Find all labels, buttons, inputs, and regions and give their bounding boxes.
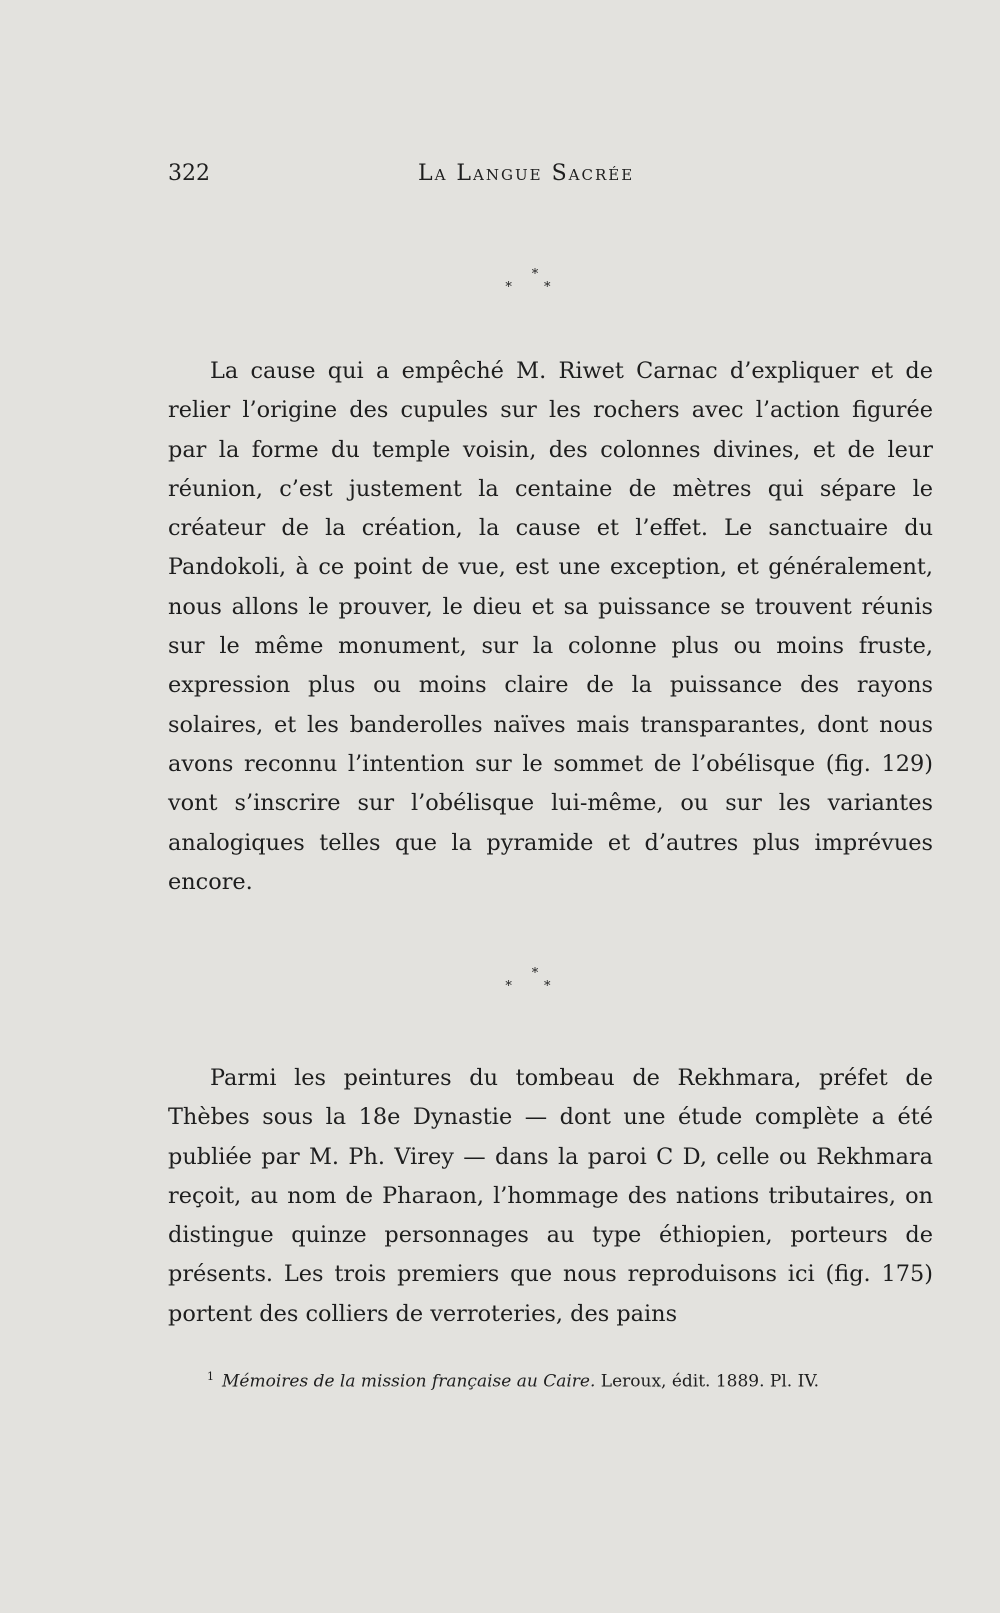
footnote-title: Mémoires de la mission française au Caire. xyxy=(222,1371,596,1392)
page-header xyxy=(168,161,938,193)
footnote-mark: 1 xyxy=(207,1370,214,1383)
asterism-top: * xyxy=(531,267,539,282)
footnote xyxy=(207,1365,819,1394)
page-number: 322 xyxy=(168,161,210,186)
section-separator xyxy=(0,268,1000,294)
footnote-publisher: Leroux, édit. 1889. Pl. IV. xyxy=(600,1371,820,1392)
asterism-top: * xyxy=(531,966,539,981)
asterism-bottom: * * xyxy=(505,979,565,994)
section-separator xyxy=(0,967,1000,993)
running-title: La Langue Sacrée xyxy=(418,161,635,186)
paragraph-1-text: La cause qui a empêché M. Riwet Carnac d’expliquer et de relier l’origine des cupules sur les rochers avec l’action figurée par la forme du temple voisin, des colonnes divines, et de leur réunion, c’est justement la centaine de mètres qui sépare le créateur de la création, la cause et l’effet. Le sanctuaire du Pandokoli, à ce point de vue, est une exception, et généralement, nous allons le prouver, le dieu et sa puissance se trouvent réunis sur le même monument, sur la colonne plus ou moins fruste, expression plus ou moins claire de la puissance des rayons solaires, et les banderolles naïves mais transparantes, dont nous avons reconnu l’intention sur le sommet de l’obélisque (fig. 129) vont s’inscrire sur l’obélisque lui-même, ou sur les variantes analogiques telles que la pyramide et d’autres plus imprévues encore. xyxy=(168,358,933,895)
paragraph-2-text: Parmi les peintures du tombeau de Rekhmara, préfet de Thèbes sous la 18e Dynastie — dont une étude complète a été publiée par M. Ph. Virey — dans la paroi C D, celle ou Rekhmara reçoit, au nom de Pharaon, l’hommage des nations tributaires, on distingue quinze personnages au type éthiopien, porteurs de présents. Les trois premiers que nous reproduisons ici (fig. 175) portent des colliers de verroteries, des pains xyxy=(168,1065,933,1327)
paragraph-2 xyxy=(168,1059,933,1334)
paragraph-1 xyxy=(168,352,933,902)
asterism-bottom: * * xyxy=(505,280,565,295)
